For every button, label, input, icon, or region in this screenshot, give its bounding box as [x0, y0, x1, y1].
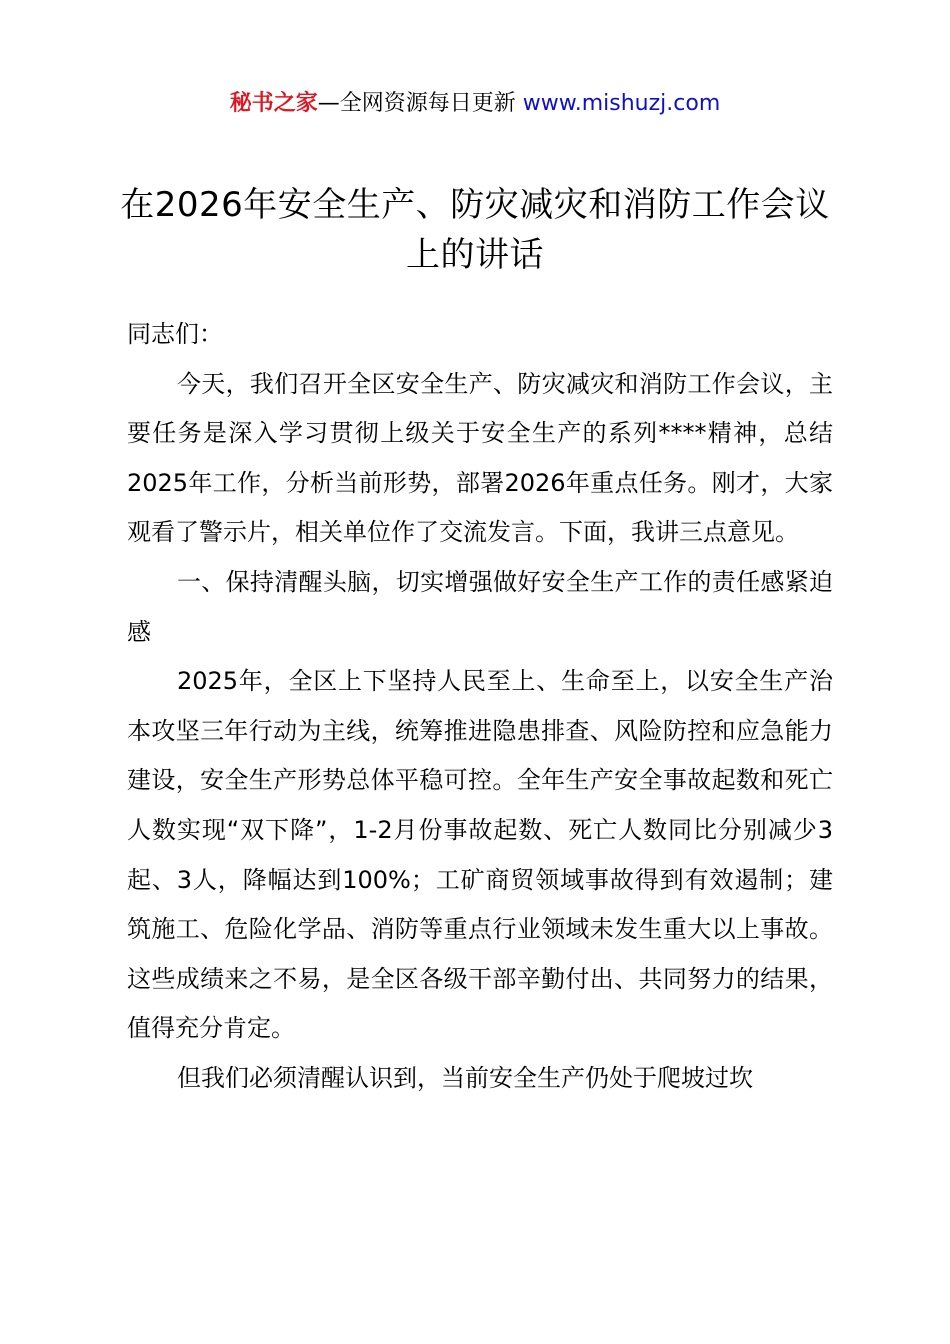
site-url-link[interactable]: www.mishuzj.com: [522, 91, 721, 116]
document-body: [127, 310, 833, 1104]
salutation: 同志们：: [127, 320, 223, 348]
site-tagline: —全网资源每日更新: [317, 91, 523, 116]
site-brand: 秘书之家: [229, 91, 318, 116]
paragraph-review-2025: 2025年，全区上下坚持人民至上、生命至上，以安全生产治本攻坚三年行动为主线，统筹推进隐患排查、风险防控和应急能力建设，安全生产形势总体平稳可控。全年生产安全事故起数和死亡人数实现“双下降”，1-2月份事故起数、死亡人数同比分别减少3起、3人，降幅达到100%；工矿商贸领域事故得到有效遏制；建筑施工、危险化学品、消防等重点行业领域未发生重大以上事故。这些成绩来之不易，是全区各级干部辛勤付出、共同努力的结果，值得充分肯定。: [127, 667, 833, 1043]
document-title: 在2026年安全生产、防灾减灾和消防工作会议上的讲话: [120, 185, 830, 275]
paragraph-intro: 今天，我们召开全区安全生产、防灾减灾和消防工作会议，主要任务是深入学习贯彻上级关于安全生产的系列****精神，总结2025年工作，分析当前形势，部署2026年重点任务。刚才，大家观看了警示片，相关单位作了交流发言。下面，我讲三点意见。: [127, 369, 833, 547]
site-header: [0, 88, 950, 120]
paragraph-current-situation: 但我们必须清醒认识到，当前安全生产仍处于爬坡过坎: [177, 1063, 753, 1092]
section-heading-1: 一、保持清醒头脑，切实增强做好安全生产工作的责任感紧迫感: [127, 567, 833, 646]
